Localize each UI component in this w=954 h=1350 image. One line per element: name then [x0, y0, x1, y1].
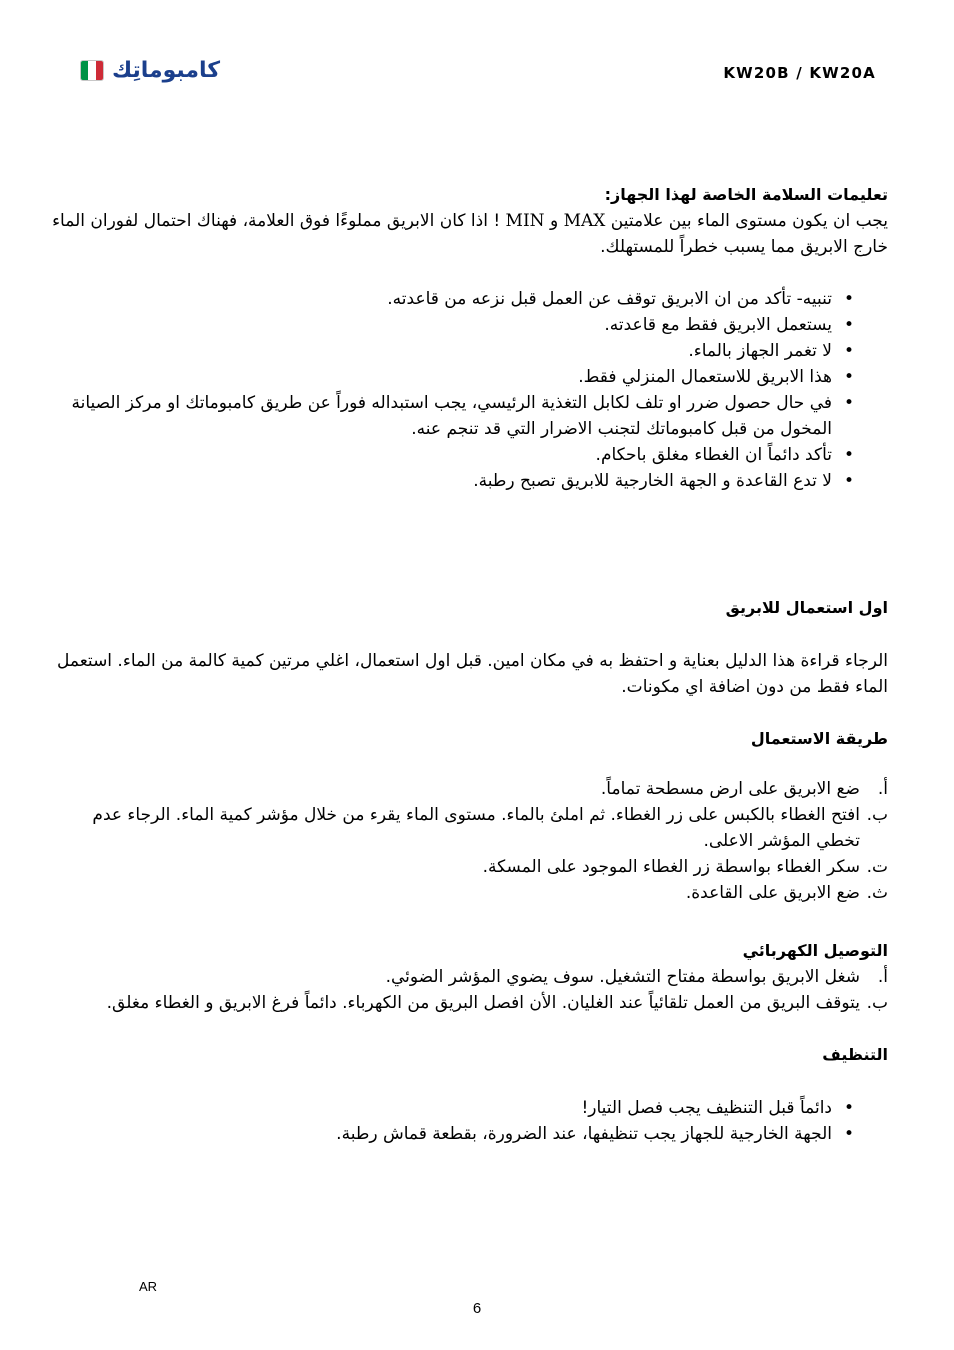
list-item: • يستعمل الابريق فقط مع قاعدته. [48, 312, 888, 338]
italian-flag-icon [80, 60, 104, 81]
list-item: • تنبيه- تأكد من ان الابريق توقف عن العمل قبل نزعه من قاعدته. [48, 286, 888, 312]
cleaning-title: التنظيف [822, 1045, 888, 1064]
usage-title: طريقة الاستعمال [750, 729, 888, 748]
list-item: ث. ضع الابريق على القاعدة. [685, 883, 888, 903]
list-item: أ. ضع الابريق على ارض مسطحة تماماً. [600, 779, 888, 799]
safety-bullets-section [48, 286, 888, 494]
usage-list [48, 776, 888, 906]
list-item: • دائماً قبل التنظيف يجب فصل التيار! [48, 1095, 888, 1121]
list-item: ب. افتح الغطاء بالكبس على زر الغطاء. ثم املئ بالماء. مستوى الماء يقرء من خلال مؤشر كمية الماء. الرجاء عدم تخطي المؤشر الاعلى. [92, 805, 888, 851]
logo-text: كامبوماتِك [112, 58, 221, 83]
language-code: AR [139, 1279, 158, 1294]
first-use-title: اول استعمال للابريق [725, 598, 888, 617]
usage-section [48, 726, 888, 752]
brand-logo [80, 58, 220, 83]
list-item: ب. يتوقف البريق من العمل تلقائياً عند الغليان. الأن افصل البريق من الكهرباء. دائماً فرغ الابريق و الغطاء مغلق. [106, 993, 888, 1013]
page-header [0, 52, 954, 92]
cleaning-section [48, 1042, 888, 1068]
safety-intro: يجب ان يكون مستوى الماء بين علامتين MAX و MIN ! اذا كان الابريق مملوءًا فوق العلامة، فهناك احتمال لفوران الماء خارج الابريق مما يسبب خطراً للمستهلك. [52, 211, 888, 257]
page-number: 6 [472, 1300, 482, 1317]
list-item: أ. شغل الابريق بواسطة مفتاح التشغيل. سوف يضوي المؤشر الضوئي. [385, 967, 888, 987]
cleaning-body [48, 1095, 888, 1147]
list-item: • الجهة الخارجية للجهاز يجب تنظيفها، عند الضرورة، بقطعة قماش رطبة. [48, 1121, 888, 1147]
electrical-list [48, 964, 888, 1016]
usage-body [48, 776, 888, 906]
safety-section [48, 182, 888, 260]
list-item: ت. سكر الغطاء بواسطة زر الغطاء الموجود على المسكة. [482, 857, 888, 877]
list-item: • لا تغمر الجهاز بالماء. [48, 338, 888, 364]
list-item: • في حال حصول ضرر او تلف لكابل التغذية الرئيسي، يجب استبداله فوراً عن طريق كامبوماتك او مركز الصيانة المخول من قبل كامبوماتك لتجنب الاضرار التي قد تنجم عنه. [48, 390, 888, 442]
electrical-title: التوصيل الكهربائي [742, 941, 888, 960]
safety-list [48, 286, 888, 494]
max-label: MAX [563, 211, 606, 231]
first-use-body [48, 648, 888, 700]
safety-title: تعليمات السلامة الخاصة لهذا الجهاز: [604, 185, 888, 204]
first-use-text: الرجاء قراءة هذا الدليل بعناية و احتفظ به في مكان امين. قبل اول استعمال، اغلي مرتين كمية كالمة من الماء. استعمل الماء فقط من دون اضافة اي مكونات. [57, 651, 888, 697]
electrical-section [48, 938, 888, 1016]
first-use-section [48, 595, 888, 621]
model-number: KW20B / KW20A [723, 64, 876, 82]
list-item: • هذا الابريق للاستعمال المنزلي فقط. [48, 364, 888, 390]
cleaning-list [48, 1095, 888, 1147]
list-item: • تأكد دائماً ان الغطاء مغلق باحكام. [48, 442, 888, 468]
min-label: MIN [505, 211, 545, 231]
list-item: • لا تدع القاعدة و الجهة الخارجية للابريق تصبح رطبة. [48, 468, 888, 494]
